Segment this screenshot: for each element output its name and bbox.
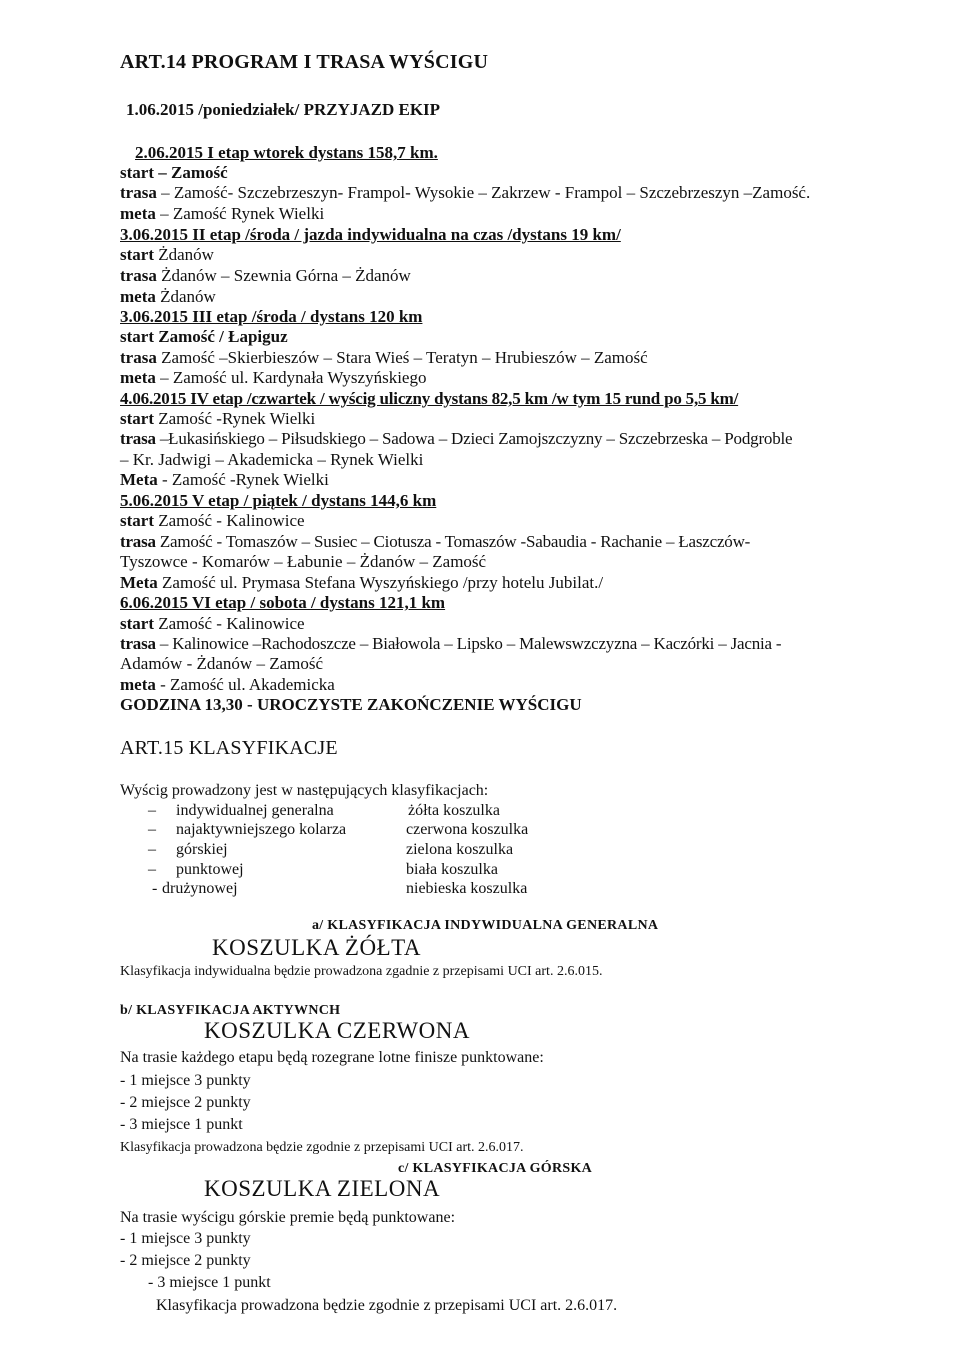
- stage1-finish: meta – Zamość Rynek Wielki: [120, 204, 325, 223]
- stage4-route: trasa –Łukasińskiego – Piłsudskiego – Sadowa – Dzieci Zamojszczyzny – Szczebrzeska – Podgroble: [120, 429, 793, 448]
- stage5-route-cont: Tyszowce - Komarów – Łabunie – Żdanów – Zamość: [120, 552, 487, 571]
- section-c-intro: Na trasie wyścigu górskie premie będą punktowane:: [120, 1209, 456, 1226]
- yellow-jersey-title: KOSZULKA ŻÓŁTA: [212, 935, 421, 960]
- stage6-finish: meta - Zamość ul. Akademicka: [120, 675, 335, 694]
- list-item: – punktowej biała koszulka: [148, 861, 498, 878]
- list-item: - 2 miejsce 2 punkty: [120, 1252, 251, 1269]
- stage6-start: start Zamość - Kalinowice: [120, 614, 305, 633]
- stage3-start: start Zamość / Łapiguz: [120, 327, 288, 346]
- section-c-label: c/ KLASYFIKACJA GÓRSKA: [398, 1161, 593, 1176]
- list-item: - 3 miejsce 1 punkt: [148, 1274, 271, 1291]
- stage2-start: start Żdanów: [120, 245, 214, 264]
- stage2-heading: 3.06.2015 II etap /środa / jazda indywidualna na czas /dystans 19 km/: [120, 225, 621, 244]
- stage5-route: trasa Zamość - Tomaszów – Susiec – Ciotusza - Tomaszów -Sabaudia - Rachanie – Łaszczów-: [120, 532, 751, 551]
- list-item: – indywidualnej generalna żółta koszulka: [148, 802, 500, 819]
- stage6-route-cont: Adamów - Żdanów – Zamość: [120, 654, 324, 673]
- stage4-route-cont: – Kr. Jadwigi – Akademicka – Rynek Wielki: [120, 450, 424, 469]
- closing-ceremony: GODZINA 13,30 - UROCZYSTE ZAKOŃCZENIE WYŚCIGU: [120, 695, 582, 714]
- stage4-finish: Meta - Zamość -Rynek Wielki: [120, 470, 329, 489]
- list-item: – górskiej zielona koszulka: [148, 841, 514, 858]
- arrival-day: 1.06.2015 /poniedziałek/ PRZYJAZD EKIP: [126, 100, 441, 119]
- stage1-route: trasa – Zamość- Szczebrzeszyn- Frampol- Wysokie – Zakrzew - Frampol – Szczebrzeszyn –Zamość.: [120, 183, 811, 202]
- list-item: - drużynowej niebieska koszulka: [152, 880, 528, 897]
- stage1-start: start – Zamość: [120, 163, 228, 182]
- stage2-finish: meta Żdanów: [120, 287, 216, 306]
- stage6-heading: 6.06.2015 VI etap / sobota / dystans 121,1 km: [120, 593, 446, 612]
- stage3-heading: 3.06.2015 III etap /środa / dystans 120 km: [120, 307, 423, 326]
- list-item: - 1 miejsce 3 punkty: [120, 1072, 251, 1089]
- stage4-start: start Zamość -Rynek Wielki: [120, 409, 316, 428]
- stage3-route: trasa Zamość –Skierbieszów – Stara Wieś – Teratyn – Hrubieszów – Zamość: [120, 348, 648, 367]
- stage5-finish: Meta Zamość ul. Prymasa Stefana Wyszyńskiego /przy hotelu Jubilat./: [120, 573, 604, 592]
- list-item: - 2 miejsce 2 punkty: [120, 1094, 251, 1111]
- section-b-label: b/ KLASYFIKACJA AKTYWNCH: [120, 1003, 341, 1018]
- section-a-label: a/ KLASYFIKACJA INDYWIDUALNA GENERALNA: [312, 918, 659, 933]
- art14-title: ART.14 PROGRAM I TRASA WYŚCIGU: [120, 51, 489, 73]
- red-jersey-title: KOSZULKA CZERWONA: [204, 1018, 470, 1043]
- stage5-heading: 5.06.2015 V etap / piątek / dystans 144,6 km: [120, 491, 437, 510]
- classifications-intro: Wyścig prowadzony jest w następujących klasyfikacjach:: [120, 782, 489, 799]
- art15-title: ART.15 KLASYFIKACJE: [120, 737, 338, 759]
- section-a-note: Klasyfikacja indywidualna będzie prowadzona zgadnie z przepisami UCI art. 2.6.015.: [120, 964, 603, 979]
- section-c-note: Klasyfikacja prowadzona będzie zgodnie z przepisami UCI art. 2.6.017.: [156, 1297, 618, 1314]
- stage6-route: trasa – Kalinowice –Rachodoszcze – Białowola – Lipsko – Malewswzczyzna – Kaczórki – Jacnia -: [120, 634, 782, 653]
- list-item: – najaktywniejszego kolarza czerwona koszulka: [148, 821, 529, 838]
- stage3-finish: meta – Zamość ul. Kardynała Wyszyńskiego: [120, 368, 427, 387]
- stage4-heading: 4.06.2015 IV etap /czwartek / wyścig uliczny dystans 82,5 km /w tym 15 rund po 5,5 km/: [120, 389, 739, 408]
- stage2-route: trasa Żdanów – Szewnia Górna – Żdanów: [120, 266, 411, 285]
- list-item: - 3 miejsce 1 punkt: [120, 1116, 243, 1133]
- section-b-note: Klasyfikacja prowadzona będzie zgodnie z przepisami UCI art. 2.6.017.: [120, 1140, 524, 1155]
- stage1-heading: 2.06.2015 I etap wtorek dystans 158,7 km.: [135, 143, 438, 162]
- stage5-start: start Zamość - Kalinowice: [120, 511, 305, 530]
- section-b-intro: Na trasie każdego etapu będą rozegrane lotne finisze punktowane:: [120, 1049, 544, 1066]
- list-item: - 1 miejsce 3 punkty: [120, 1230, 251, 1247]
- green-jersey-title: KOSZULKA ZIELONA: [204, 1176, 441, 1201]
